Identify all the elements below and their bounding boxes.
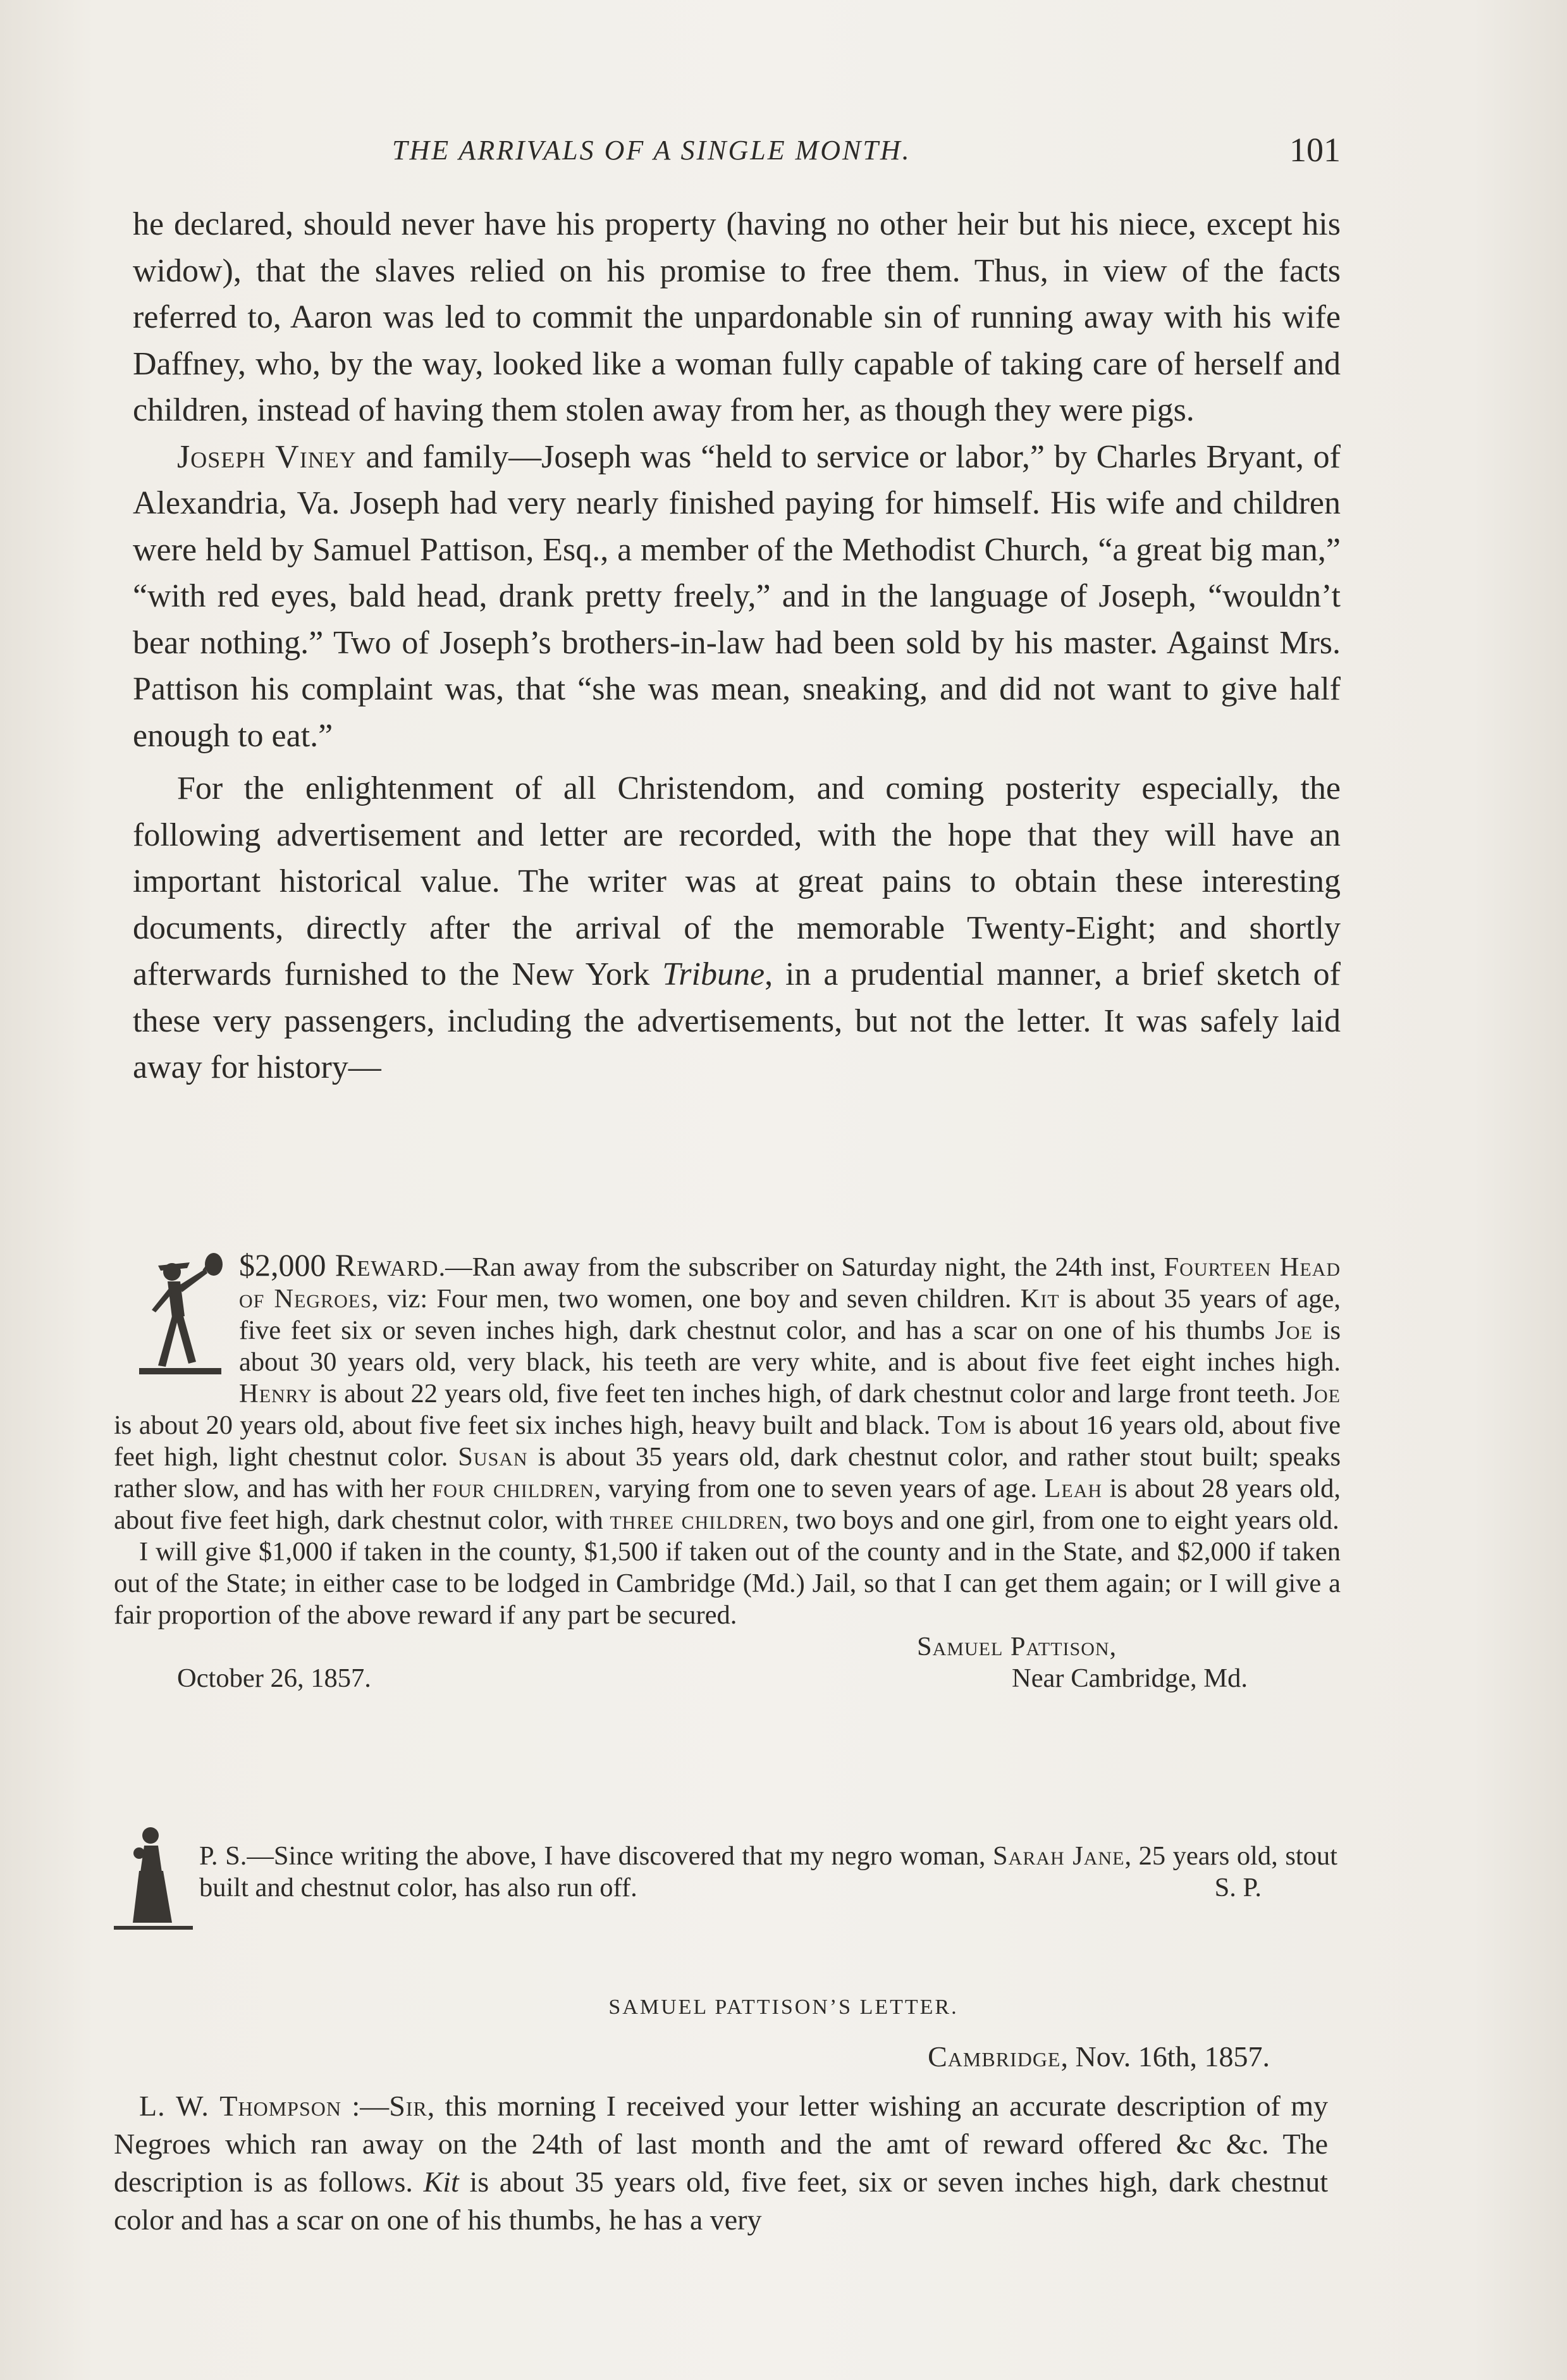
- paragraph-3: [133, 765, 1341, 1091]
- ad-text-3: is about 30 years old, very black, his teeth are very white, and is about five feet eight inches high.: [239, 1316, 1341, 1377]
- paragraph-1: he declared, should never have his property (having no other heir but his niece, except his widow), that the slaves relied on his promise to free them. Thus, in view of the facts referred to, Aaron was led to commit the unpardonable sin of running away with his wife Daffney, who, by the way, looked like a woman fully capable of taking care of herself and children, instead of having them stolen away from her, as though they were pigs.: [133, 206, 1341, 428]
- reward-word: Reward: [335, 1247, 439, 1283]
- letter-date: , Nov. 16th, 1857.: [1060, 2040, 1270, 2073]
- ad-text-8: , varying from one to seven years of age.: [594, 1474, 1045, 1503]
- ad-text-2: is about 35 years of age, five feet six or seven inches high, dark chestnut color, and has a scar on one of his thumbs: [239, 1284, 1341, 1345]
- ad-four-children: four children: [432, 1474, 594, 1503]
- runaway-figure-icon: [133, 1253, 228, 1379]
- letter-salutation: :—: [341, 2090, 390, 2122]
- letter-sir: Sir: [389, 2090, 427, 2122]
- signature: Samuel Pattison,: [917, 1632, 1117, 1662]
- paragraph-3-italic: Tribune: [662, 956, 765, 992]
- runaway-advertisement: [114, 1249, 1341, 1694]
- ad-text-5: is about 20 years old, about five feet six inches high, heavy built and black.: [114, 1410, 938, 1440]
- signature-row-2: [114, 1663, 1341, 1694]
- letter-heading: SAMUEL PATTISON’S LETTER.: [608, 1995, 959, 2019]
- ad-text-4: is about 22 years old, five feet ten inches high, of dark chestnut color and large front teeth.: [312, 1379, 1303, 1409]
- ps-text-2: , 25 years old, stout built and chestnut color, has also run off.: [199, 1841, 1337, 1902]
- name-joseph-viney: Joseph Viney: [177, 438, 357, 475]
- reward-terms: I will give $1,000 if taken in the county, $1,500 if taken out of the county and in the State, and $2,000 if taken out of the State; in either case to be lodged in Cambridge (Md.) Jail, so that I can get them again; or I will give a fair proportion of the above reward if any part be secured.: [114, 1537, 1341, 1630]
- letter-text-1: , this morning I received your letter wishing an accurate description of my Negroes which ran away on the 24th of last month and the amt of reward offered &c &c. The description is as follows.: [114, 2090, 1329, 2198]
- ad-date: October 26, 1857.: [177, 1663, 371, 1693]
- letter-paragraph: [114, 2087, 1328, 2239]
- ad-text-9: is about 28 years old, about five feet high, dark chestnut color, with: [114, 1474, 1341, 1535]
- ps-initials: S. P.: [1214, 1873, 1262, 1902]
- ad-text-6: is about 16 years old, about five feet high, light chestnut color.: [114, 1410, 1341, 1472]
- paragraph-3-text-b: , in a prudential manner, a brief sketch of these very passengers, including the advertisements, but not the letter. It was safely laid away for history—: [133, 956, 1341, 1085]
- ad-fourteen-head: Fourteen Head of Negroes: [239, 1252, 1341, 1314]
- ad-text-7: is about 35 years old, dark chestnut color, and rather stout built; speaks rather slow, and has with her: [114, 1442, 1341, 1503]
- name-kit: Kit: [1020, 1284, 1060, 1314]
- postscript-text: [199, 1840, 1337, 1904]
- letter-name-kit: Kit: [423, 2166, 459, 2198]
- name-leah: Leah: [1044, 1474, 1103, 1503]
- page-number: 101: [1289, 131, 1341, 169]
- letter-addressee: L. W. Thompson: [139, 2090, 341, 2122]
- name-joe-2: Joe: [1303, 1379, 1341, 1409]
- ps-text-1: P. S.—Since writing the above, I have discovered that my negro woman,: [199, 1841, 993, 1871]
- main-text: [133, 201, 1341, 1091]
- name-tom: Tom: [937, 1410, 986, 1440]
- letter-body: [114, 2087, 1328, 2239]
- reward-amount: $2,000: [239, 1247, 335, 1283]
- letter-place: Cambridge: [928, 2040, 1061, 2073]
- letter-text-2: is about 35 years old, five feet, six or seven inches high, dark chestnut color and has a scar on one of his thumbs, he has a very: [114, 2166, 1328, 2236]
- ad-text-1: , viz: Four men, two women, one boy and seven children.: [371, 1284, 1021, 1314]
- paragraph-2: [133, 434, 1341, 760]
- woman-figure-icon: [114, 1822, 196, 1932]
- signature-row-1: [114, 1631, 1341, 1663]
- name-henry: Henry: [239, 1379, 312, 1409]
- name-susan: Susan: [458, 1442, 528, 1472]
- name-joe-1: Joe: [1275, 1316, 1313, 1345]
- name-sarah-jane: Sarah Jane: [993, 1841, 1125, 1871]
- paragraph-2-text: and family—Joseph was “held to service or labor,” by Charles Bryant, of Alexandria, Va. Joseph had very nearly finished paying for himself. His wife and children were held by Samuel Pattison, Esq., a member of the Methodist Church, “a great big man,” “with red eyes, bald head, drank pretty freely,” and in the language of Joseph, “wouldn’t bear nothing.” Two of Joseph’s brothers-in-law had been sold by his master. Against Mrs. Pattison his complaint was, that “she was mean, sneaking, and did not want to give half enough to eat.”: [133, 438, 1341, 754]
- ad-place: Near Cambridge, Md.: [1012, 1663, 1248, 1693]
- ad-intro: .—Ran away from the subscriber on Saturday night, the 24th inst,: [438, 1252, 1164, 1282]
- ad-text-10: , two boys and one girl, from one to eight years old.: [782, 1505, 1339, 1535]
- letter-dateline: [928, 2040, 1270, 2073]
- ad-three-children: three children: [610, 1505, 783, 1535]
- running-head-title: THE ARRIVALS OF A SINGLE MONTH.: [392, 135, 911, 166]
- advertisement-text: [114, 1249, 1341, 1536]
- paragraph-3-text-a: For the enlightenment of all Christendom, and coming posterity especially, the following advertisement and letter are recorded, with the hope that they will have an important historical value. The writer was at great pains to obtain these interesting documents, directly after the arrival of the memorable Twenty-Eight; and shortly afterwards furnished to the New York: [133, 770, 1341, 992]
